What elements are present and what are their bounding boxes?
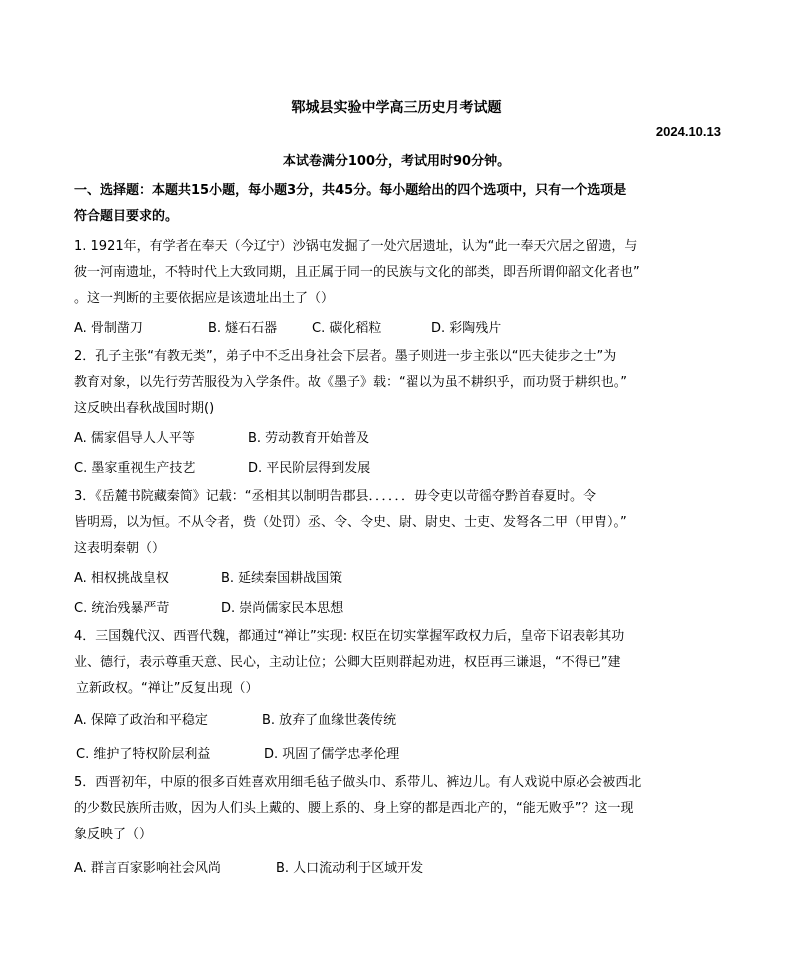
- option-b[interactable]: B. 人口流动利于区域开发: [276, 861, 424, 876]
- question-3: 3．《岳麓书院藏秦简》记载：“丞相其以制明告郡县．．．．．．毋令吏以苛徭夺黔首春夏时。令 皆明焉，以为恒。不从令者，赀（处罚）丞、令、令史、尉、尉史、士吏、发弩各二甲（甲胄）。” 这表明秦朝（） A. 相权挑战皇权 B. 延续秦国耕战国策 C. 统治残暴严苛 D. 崇尚儒家民本思想: [74, 484, 724, 622]
- option-b[interactable]: B. 劳动教育开始普及: [248, 431, 370, 446]
- option-c[interactable]: C. 统治残暴严苛: [74, 601, 170, 616]
- question-1: 1. 1921年，有学者在奉天（今辽宁）沙锅屯发掘了一处穴居遗址，认为“此一奉天穴居之留遗，与 彼一河南遗址，不特时代上大致同期，且正属于同一的民族与文化的部类，即吾所谓仰韶文化者也” 。这一判断的主要依据应是该遗址出土了（） A. 骨制凿刀 B. 燧石石器 C. 碳化稻粒 D. 彩陶残片: [74, 234, 724, 342]
- option-d[interactable]: D. 彩陶残片: [431, 321, 502, 336]
- option-a[interactable]: A. 群言百家影响社会风尚: [74, 861, 221, 876]
- question-1-options: [74, 316, 724, 342]
- question-4: 4．三国魏代汉、西晋代魏，都通过“禅让”实现: 权臣在切实掌握军政权力后，皇帝下诏表彰其功 业、德行，表示尊重天意、民心，主动让位；公卿大臣则群起劝进，权臣再三谦退，“不得已”建 立新政权。“禅让”反复出现（） A. 保障了政治和平稳定 B. 放弃了血缘世袭传统 C. 维护了特权阶层利益 D. 巩固了儒学忠孝伦理: [74, 624, 724, 768]
- question-2-options-row1: [74, 426, 724, 452]
- question-3-options-row1: [74, 566, 724, 592]
- exam-title: 郓城县实验中学高三历史月考试题: [291, 100, 502, 116]
- option-d[interactable]: D. 巩固了儒学忠孝伦理: [264, 747, 400, 762]
- option-d[interactable]: D. 平民阶层得到发展: [248, 461, 371, 476]
- question-5-options-row1: [74, 856, 724, 882]
- exam-content: [74, 178, 724, 882]
- option-a[interactable]: A. 相权挑战皇权: [74, 571, 169, 586]
- section-heading: 一、选择题：本题共15小题，每小题3分，共45分。每小题给出的四个选项中，只有一个选项是 符合题目要求的。: [74, 183, 627, 224]
- question-2: 2．孔子主张“有教无类”，弟子中不乏出身社会下层者。墨子则进一步主张以“匹夫徒步之士”为 教育对象，以先行劳苦服役为入学条件。故《墨子》载：“翟以为虽不耕织乎，而功贤于耕织也。” 这反映出春秋战国时期() A. 儒家倡导人人平等 B. 劳动教育开始普及 C. 墨家重视生产技艺 D. 平民阶层得到发展: [74, 344, 724, 482]
- question-5: 5．西晋初年，中原的很多百姓喜欢用细毛毡子做头巾、系带儿、裤边儿。有人戏说中原必会被西北 的少数民族所击败，因为人们头上戴的、腰上系的、身上穿的都是西北产的，“能无败乎”？这一现 象反映了（） A. 群言百家影响社会风尚 B. 人口流动利于区域开发: [74, 770, 724, 882]
- exam-date: 2024.10.13: [655, 124, 721, 139]
- question-3-options-row2: [74, 596, 724, 622]
- option-b[interactable]: B. 燧石石器: [208, 321, 278, 336]
- question-2-options-row2: [74, 456, 724, 482]
- option-c[interactable]: C. 墨家重视生产技艺: [74, 461, 196, 476]
- question-4-options-row2: [74, 742, 724, 768]
- option-a[interactable]: A. 骨制凿刀: [74, 321, 143, 336]
- option-a[interactable]: A. 儒家倡导人人平等: [74, 431, 195, 446]
- option-c[interactable]: C. 维护了特权阶层利益: [76, 747, 211, 762]
- question-4-options-row1: [74, 708, 724, 734]
- option-c[interactable]: C. 碳化稻粒: [312, 321, 382, 336]
- exam-subtitle: 本试卷满分100分，考试用时90分钟。: [282, 154, 511, 169]
- option-b[interactable]: B. 延续秦国耕战国策: [221, 571, 343, 586]
- option-b[interactable]: B. 放弃了血缘世袭传统: [262, 713, 397, 728]
- option-d[interactable]: D. 崇尚儒家民本思想: [221, 601, 344, 616]
- option-a[interactable]: A. 保障了政治和平稳定: [74, 713, 208, 728]
